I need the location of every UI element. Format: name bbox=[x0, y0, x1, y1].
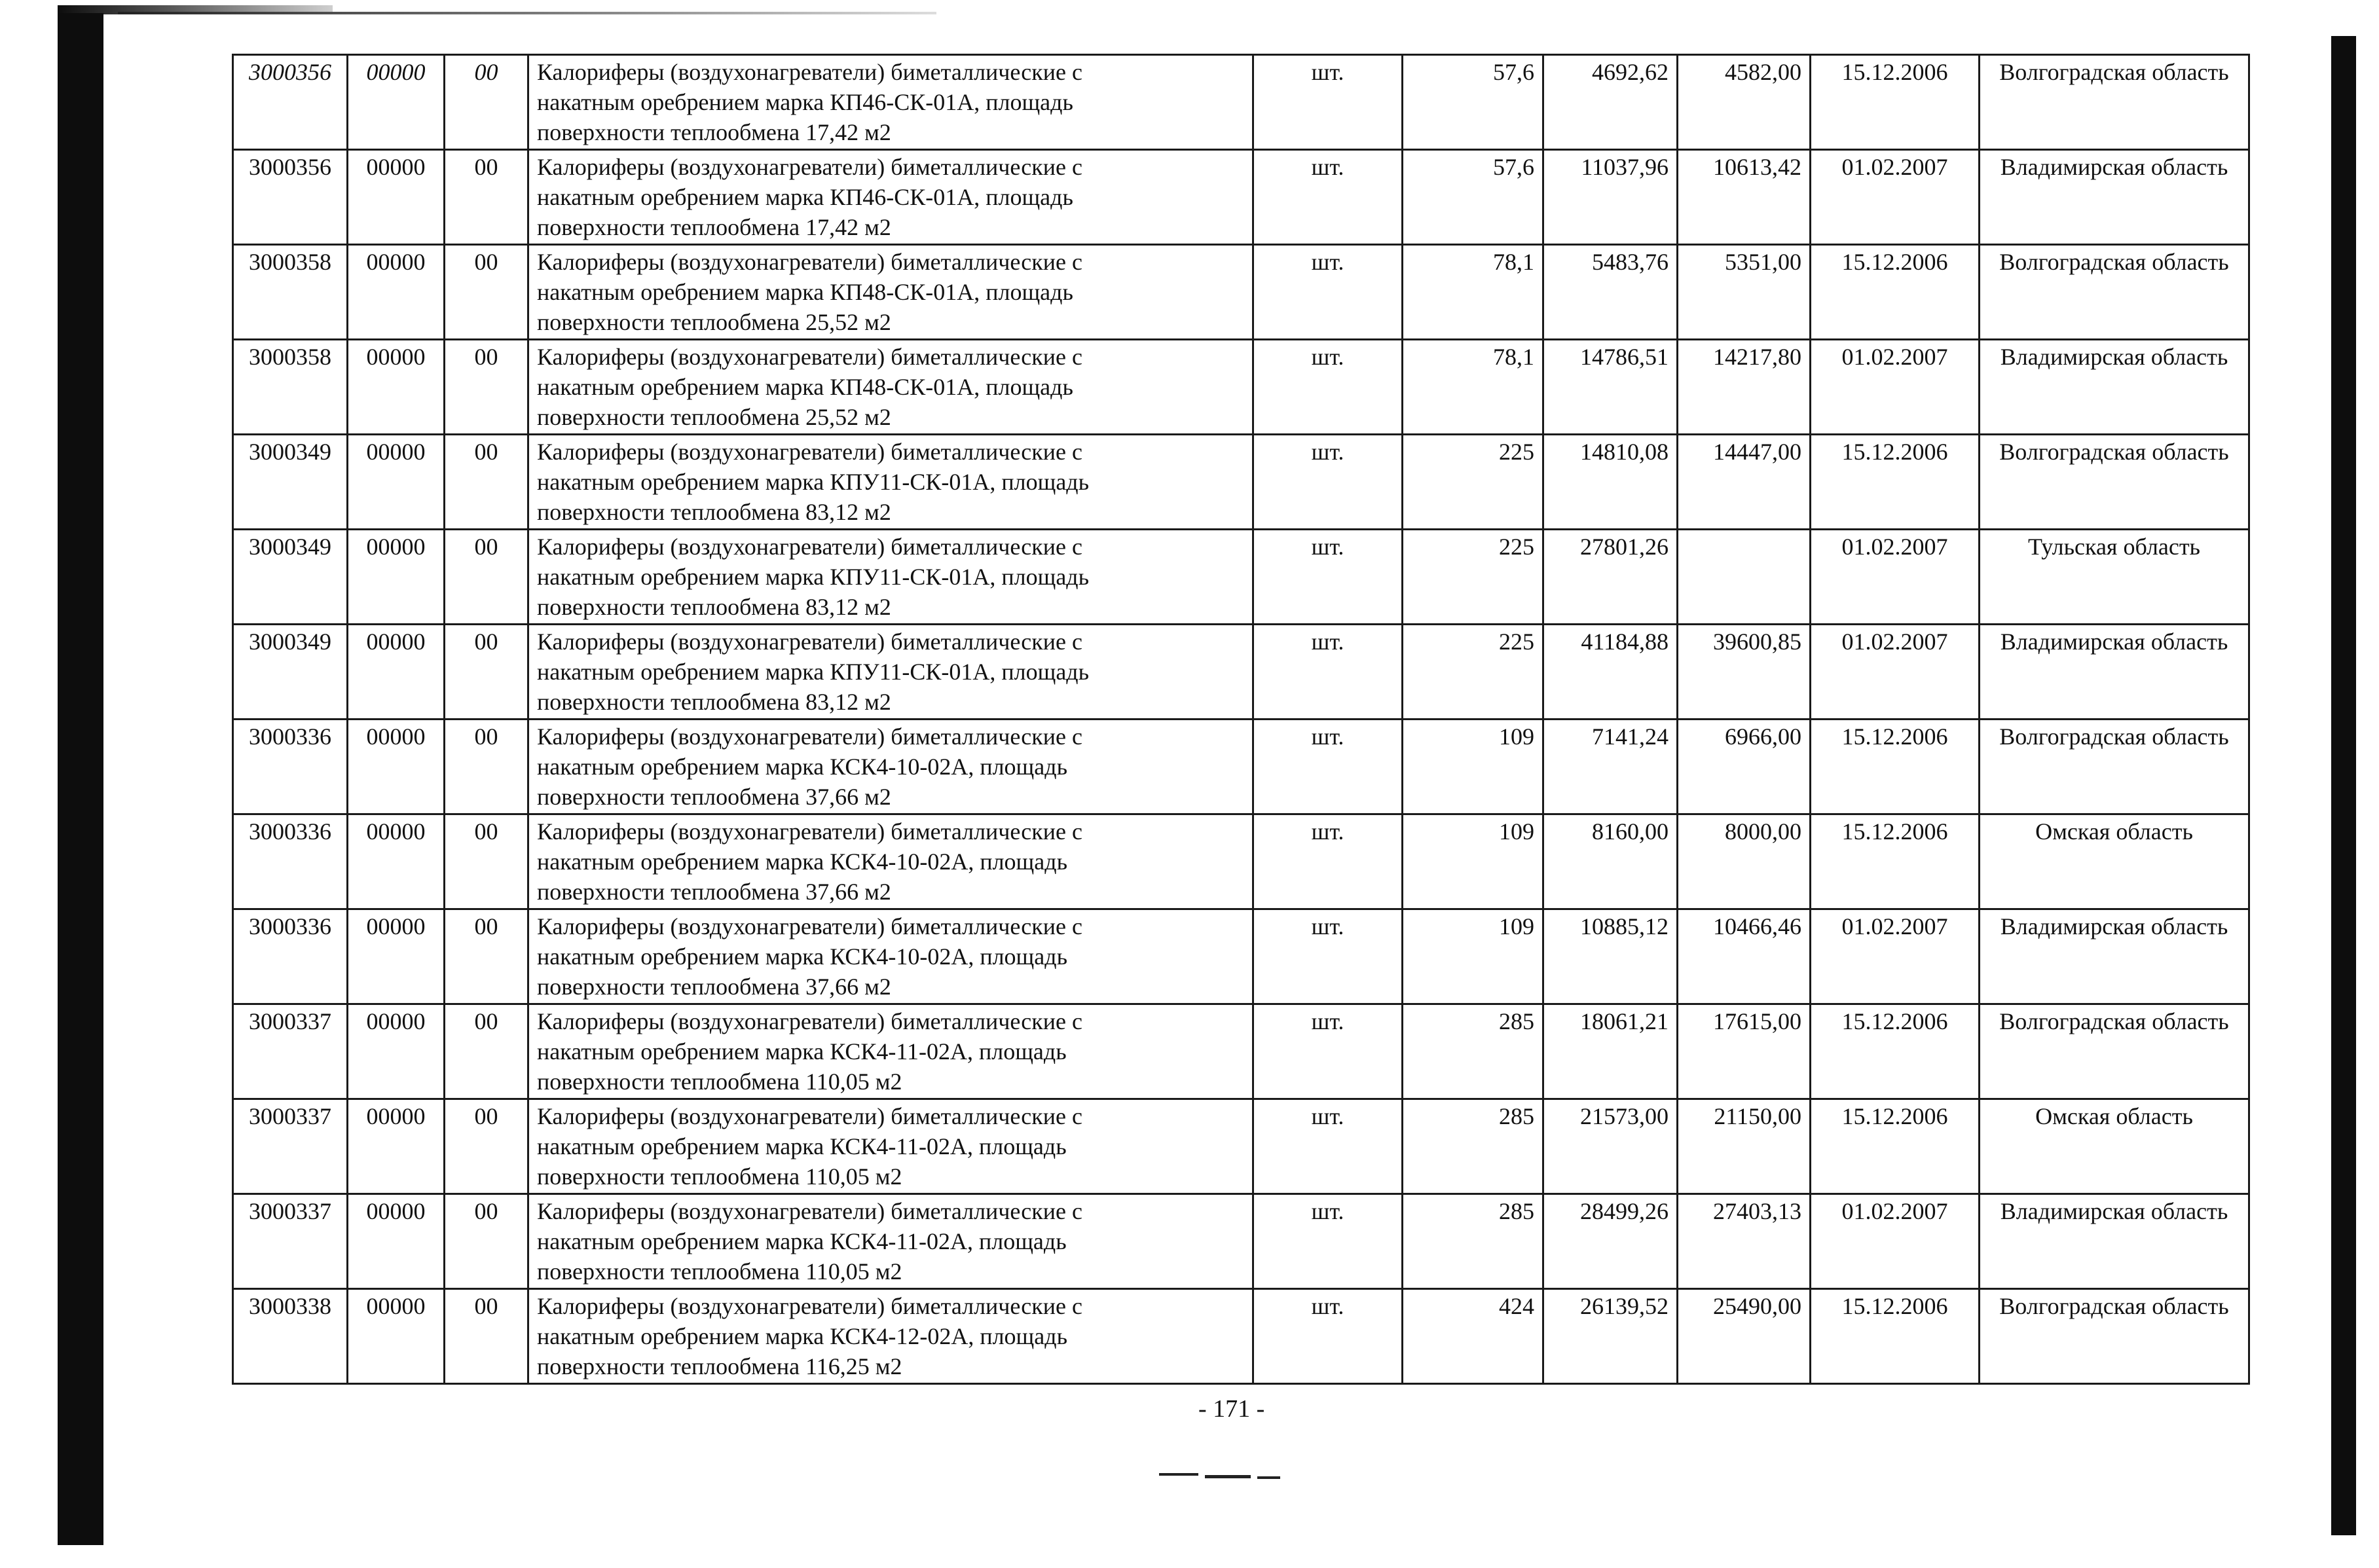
region-cell: Владимирская область bbox=[1980, 340, 2249, 435]
sub-code-cell: 00000 bbox=[348, 1194, 445, 1289]
code-cell: 3000356 bbox=[233, 55, 348, 150]
table-row bbox=[233, 1289, 2249, 1384]
sub-code-cell: 00000 bbox=[348, 55, 445, 150]
group-code-cell: 00 bbox=[445, 530, 528, 625]
name-line: Калориферы (воздухонагреватели) биметаллические с bbox=[537, 154, 1082, 180]
name-line: накатным оребрением марка КПУ11-СК-01А, площадь bbox=[537, 659, 1090, 685]
name-line: поверхности теплообмена 37,66 м2 bbox=[537, 974, 891, 1000]
name-line: поверхности теплообмена 83,12 м2 bbox=[537, 689, 891, 715]
price-alt-cell: 14447,00 bbox=[1678, 435, 1811, 530]
quantity-cell: 109 bbox=[1403, 814, 1543, 909]
price-alt-cell: 14217,80 bbox=[1678, 340, 1811, 435]
unit-cell: шт. bbox=[1253, 245, 1403, 340]
name-cell bbox=[528, 530, 1253, 625]
table-row bbox=[233, 530, 2249, 625]
quantity-cell: 285 bbox=[1403, 1194, 1543, 1289]
price-alt-cell bbox=[1678, 530, 1811, 625]
sub-code-cell: 00000 bbox=[348, 625, 445, 720]
unit-cell: шт. bbox=[1253, 814, 1403, 909]
date-cell: 15.12.2006 bbox=[1811, 435, 1980, 530]
group-code-cell: 00 bbox=[445, 150, 528, 245]
price-cell: 14786,51 bbox=[1543, 340, 1678, 435]
group-code-cell: 00 bbox=[445, 1194, 528, 1289]
name-line: Калориферы (воздухонагреватели) биметаллические с bbox=[537, 1103, 1082, 1129]
table-row bbox=[233, 909, 2249, 1004]
unit-cell: шт. bbox=[1253, 340, 1403, 435]
name-line: Калориферы (воздухонагреватели) биметаллические с bbox=[537, 1293, 1082, 1319]
name-line: накатным оребрением марка КСК4-11-02А, площадь bbox=[537, 1133, 1067, 1159]
price-alt-cell: 4582,00 bbox=[1678, 55, 1811, 150]
table-row bbox=[233, 150, 2249, 245]
sub-code-cell: 00000 bbox=[348, 340, 445, 435]
group-code-cell: 00 bbox=[445, 245, 528, 340]
price-cell: 7141,24 bbox=[1543, 720, 1678, 814]
scan-edge-left bbox=[58, 13, 103, 1545]
price-cell: 26139,52 bbox=[1543, 1289, 1678, 1384]
quantity-cell: 78,1 bbox=[1403, 245, 1543, 340]
region-cell: Волгоградская область bbox=[1980, 435, 2249, 530]
price-cell: 27801,26 bbox=[1543, 530, 1678, 625]
unit-cell: шт. bbox=[1253, 530, 1403, 625]
sub-code-cell: 00000 bbox=[348, 435, 445, 530]
code-cell: 3000337 bbox=[233, 1004, 348, 1099]
region-cell: Волгоградская область bbox=[1980, 1289, 2249, 1384]
date-cell: 01.02.2007 bbox=[1811, 625, 1980, 720]
group-code-cell: 00 bbox=[445, 340, 528, 435]
region-cell: Волгоградская область bbox=[1980, 245, 2249, 340]
name-line: накатным оребрением марка КП48-СК-01А, площадь bbox=[537, 374, 1073, 400]
price-alt-cell: 39600,85 bbox=[1678, 625, 1811, 720]
date-cell: 15.12.2006 bbox=[1811, 814, 1980, 909]
name-line: накатным оребрением марка КСК4-11-02А, площадь bbox=[537, 1038, 1067, 1065]
group-code-cell: 00 bbox=[445, 1004, 528, 1099]
table-row bbox=[233, 55, 2249, 150]
table-row bbox=[233, 720, 2249, 814]
code-cell: 3000337 bbox=[233, 1099, 348, 1194]
name-cell bbox=[528, 340, 1253, 435]
region-cell: Владимирская область bbox=[1980, 150, 2249, 245]
group-code-cell: 00 bbox=[445, 55, 528, 150]
name-line: накатным оребрением марка КСК4-10-02А, площадь bbox=[537, 943, 1067, 970]
table-row bbox=[233, 340, 2249, 435]
date-cell: 01.02.2007 bbox=[1811, 150, 1980, 245]
region-cell: Владимирская область bbox=[1980, 625, 2249, 720]
table-row bbox=[233, 245, 2249, 340]
table-row bbox=[233, 1194, 2249, 1289]
name-line: накатным оребрением марка КПУ11-СК-01А, площадь bbox=[537, 564, 1090, 590]
price-cell: 5483,76 bbox=[1543, 245, 1678, 340]
code-cell: 3000356 bbox=[233, 150, 348, 245]
name-line: поверхности теплообмена 25,52 м2 bbox=[537, 404, 891, 430]
name-cell bbox=[528, 814, 1253, 909]
date-cell: 15.12.2006 bbox=[1811, 1289, 1980, 1384]
unit-cell: шт. bbox=[1253, 1004, 1403, 1099]
scan-line-top bbox=[118, 12, 936, 14]
sub-code-cell: 00000 bbox=[348, 150, 445, 245]
name-cell bbox=[528, 1004, 1253, 1099]
price-cell: 11037,96 bbox=[1543, 150, 1678, 245]
name-cell bbox=[528, 1194, 1253, 1289]
name-line: накатным оребрением марка КП48-СК-01А, площадь bbox=[537, 279, 1073, 305]
name-cell bbox=[528, 150, 1253, 245]
code-cell: 3000338 bbox=[233, 1289, 348, 1384]
quantity-cell: 285 bbox=[1403, 1099, 1543, 1194]
date-cell: 15.12.2006 bbox=[1811, 1099, 1980, 1194]
scan-mark bbox=[1159, 1473, 1198, 1476]
sub-code-cell: 00000 bbox=[348, 530, 445, 625]
price-cell: 14810,08 bbox=[1543, 435, 1678, 530]
quantity-cell: 78,1 bbox=[1403, 340, 1543, 435]
name-cell bbox=[528, 720, 1253, 814]
name-line: поверхности теплообмена 25,52 м2 bbox=[537, 309, 891, 335]
price-alt-cell: 25490,00 bbox=[1678, 1289, 1811, 1384]
price-cell: 21573,00 bbox=[1543, 1099, 1678, 1194]
name-line: Калориферы (воздухонагреватели) биметаллические с bbox=[537, 1198, 1082, 1224]
name-line: Калориферы (воздухонагреватели) биметаллические с bbox=[537, 344, 1082, 370]
code-cell: 3000358 bbox=[233, 340, 348, 435]
sub-code-cell: 00000 bbox=[348, 245, 445, 340]
price-alt-cell: 6966,00 bbox=[1678, 720, 1811, 814]
region-cell: Волгоградская область bbox=[1980, 1004, 2249, 1099]
unit-cell: шт. bbox=[1253, 150, 1403, 245]
group-code-cell: 00 bbox=[445, 1099, 528, 1194]
name-line: Калориферы (воздухонагреватели) биметаллические с bbox=[537, 913, 1082, 939]
date-cell: 01.02.2007 bbox=[1811, 530, 1980, 625]
name-line: накатным оребрением марка КСК4-10-02А, площадь bbox=[537, 848, 1067, 875]
price-cell: 28499,26 bbox=[1543, 1194, 1678, 1289]
name-cell bbox=[528, 1099, 1253, 1194]
name-line: поверхности теплообмена 37,66 м2 bbox=[537, 879, 891, 905]
name-line: поверхности теплообмена 110,05 м2 bbox=[537, 1258, 902, 1285]
name-cell bbox=[528, 1289, 1253, 1384]
table-row bbox=[233, 435, 2249, 530]
name-cell bbox=[528, 625, 1253, 720]
group-code-cell: 00 bbox=[445, 435, 528, 530]
name-line: накатным оребрением марка КСК4-12-02А, площадь bbox=[537, 1323, 1067, 1349]
price-cell: 4692,62 bbox=[1543, 55, 1678, 150]
price-alt-cell: 8000,00 bbox=[1678, 814, 1811, 909]
scan-mark bbox=[1205, 1475, 1251, 1478]
name-line: поверхности теплообмена 83,12 м2 bbox=[537, 499, 891, 525]
name-line: поверхности теплообмена 110,05 м2 bbox=[537, 1068, 902, 1095]
price-cell: 10885,12 bbox=[1543, 909, 1678, 1004]
code-cell: 3000337 bbox=[233, 1194, 348, 1289]
code-cell: 3000336 bbox=[233, 909, 348, 1004]
date-cell: 15.12.2006 bbox=[1811, 1004, 1980, 1099]
table-row bbox=[233, 814, 2249, 909]
group-code-cell: 00 bbox=[445, 814, 528, 909]
price-cell: 41184,88 bbox=[1543, 625, 1678, 720]
date-cell: 15.12.2006 bbox=[1811, 720, 1980, 814]
unit-cell: шт. bbox=[1253, 1194, 1403, 1289]
price-alt-cell: 27403,13 bbox=[1678, 1194, 1811, 1289]
sub-code-cell: 00000 bbox=[348, 1289, 445, 1384]
date-cell: 01.02.2007 bbox=[1811, 340, 1980, 435]
region-cell: Владимирская область bbox=[1980, 909, 2249, 1004]
sub-code-cell: 00000 bbox=[348, 1004, 445, 1099]
quantity-cell: 109 bbox=[1403, 909, 1543, 1004]
region-cell: Омская область bbox=[1980, 1099, 2249, 1194]
date-cell: 15.12.2006 bbox=[1811, 55, 1980, 150]
name-line: поверхности теплообмена 37,66 м2 bbox=[537, 784, 891, 810]
quantity-cell: 109 bbox=[1403, 720, 1543, 814]
unit-cell: шт. bbox=[1253, 720, 1403, 814]
unit-cell: шт. bbox=[1253, 625, 1403, 720]
price-cell: 8160,00 bbox=[1543, 814, 1678, 909]
quantity-cell: 57,6 bbox=[1403, 150, 1543, 245]
name-line: поверхности теплообмена 17,42 м2 bbox=[537, 119, 891, 145]
unit-cell: шт. bbox=[1253, 909, 1403, 1004]
region-cell: Владимирская область bbox=[1980, 1194, 2249, 1289]
name-line: поверхности теплообмена 83,12 м2 bbox=[537, 594, 891, 620]
unit-cell: шт. bbox=[1253, 435, 1403, 530]
group-code-cell: 00 bbox=[445, 720, 528, 814]
price-alt-cell: 21150,00 bbox=[1678, 1099, 1811, 1194]
date-cell: 01.02.2007 bbox=[1811, 1194, 1980, 1289]
name-cell bbox=[528, 435, 1253, 530]
group-code-cell: 00 bbox=[445, 625, 528, 720]
unit-cell: шт. bbox=[1253, 1099, 1403, 1194]
scan-edge-right bbox=[2331, 36, 2356, 1535]
name-line: поверхности теплообмена 116,25 м2 bbox=[537, 1353, 902, 1379]
price-alt-cell: 10466,46 bbox=[1678, 909, 1811, 1004]
code-cell: 3000349 bbox=[233, 435, 348, 530]
date-cell: 15.12.2006 bbox=[1811, 245, 1980, 340]
group-code-cell: 00 bbox=[445, 1289, 528, 1384]
quantity-cell: 285 bbox=[1403, 1004, 1543, 1099]
table-row bbox=[233, 1004, 2249, 1099]
scan-mark bbox=[1257, 1476, 1280, 1479]
quantity-cell: 225 bbox=[1403, 625, 1543, 720]
region-cell: Волгоградская область bbox=[1980, 55, 2249, 150]
price-alt-cell: 17615,00 bbox=[1678, 1004, 1811, 1099]
quantity-cell: 225 bbox=[1403, 530, 1543, 625]
region-cell: Омская область bbox=[1980, 814, 2249, 909]
name-line: Калориферы (воздухонагреватели) биметаллические с bbox=[537, 249, 1082, 275]
name-line: накатным оребрением марка КП46-СК-01А, площадь bbox=[537, 184, 1073, 210]
name-line: поверхности теплообмена 17,42 м2 bbox=[537, 214, 891, 240]
name-line: накатным оребрением марка КСК4-10-02А, площадь bbox=[537, 754, 1067, 780]
code-cell: 3000336 bbox=[233, 814, 348, 909]
price-cell: 18061,21 bbox=[1543, 1004, 1678, 1099]
name-line: накатным оребрением марка КСК4-11-02А, площадь bbox=[537, 1228, 1067, 1254]
name-line: Калориферы (воздухонагреватели) биметаллические с bbox=[537, 629, 1082, 655]
name-line: накатным оребрением марка КП46-СК-01А, площадь bbox=[537, 89, 1073, 115]
page-number: - 171 - bbox=[1198, 1395, 1265, 1423]
name-line: поверхности теплообмена 110,05 м2 bbox=[537, 1163, 902, 1190]
code-cell: 3000358 bbox=[233, 245, 348, 340]
table-row bbox=[233, 1099, 2249, 1194]
price-alt-cell: 10613,42 bbox=[1678, 150, 1811, 245]
name-line: Калориферы (воздухонагреватели) биметаллические с bbox=[537, 818, 1082, 845]
name-cell bbox=[528, 909, 1253, 1004]
code-cell: 3000349 bbox=[233, 530, 348, 625]
price-table bbox=[232, 54, 2250, 1385]
table-row bbox=[233, 625, 2249, 720]
quantity-cell: 225 bbox=[1403, 435, 1543, 530]
group-code-cell: 00 bbox=[445, 909, 528, 1004]
name-line: Калориферы (воздухонагреватели) биметаллические с bbox=[537, 534, 1082, 560]
sub-code-cell: 00000 bbox=[348, 814, 445, 909]
sub-code-cell: 00000 bbox=[348, 1099, 445, 1194]
sub-code-cell: 00000 bbox=[348, 720, 445, 814]
name-cell bbox=[528, 245, 1253, 340]
unit-cell: шт. bbox=[1253, 55, 1403, 150]
price-alt-cell: 5351,00 bbox=[1678, 245, 1811, 340]
name-line: Калориферы (воздухонагреватели) биметаллические с bbox=[537, 439, 1082, 465]
region-cell: Тульская область bbox=[1980, 530, 2249, 625]
name-line: Калориферы (воздухонагреватели) биметаллические с bbox=[537, 723, 1082, 750]
region-cell: Волгоградская область bbox=[1980, 720, 2249, 814]
name-line: Калориферы (воздухонагреватели) биметаллические с bbox=[537, 1008, 1082, 1034]
code-cell: 3000349 bbox=[233, 625, 348, 720]
date-cell: 01.02.2007 bbox=[1811, 909, 1980, 1004]
unit-cell: шт. bbox=[1253, 1289, 1403, 1384]
name-line: накатным оребрением марка КПУ11-СК-01А, площадь bbox=[537, 469, 1090, 495]
name-line: Калориферы (воздухонагреватели) биметаллические с bbox=[537, 59, 1082, 85]
table-body bbox=[233, 55, 2249, 1384]
sub-code-cell: 00000 bbox=[348, 909, 445, 1004]
quantity-cell: 424 bbox=[1403, 1289, 1543, 1384]
name-cell bbox=[528, 55, 1253, 150]
code-cell: 3000336 bbox=[233, 720, 348, 814]
quantity-cell: 57,6 bbox=[1403, 55, 1543, 150]
